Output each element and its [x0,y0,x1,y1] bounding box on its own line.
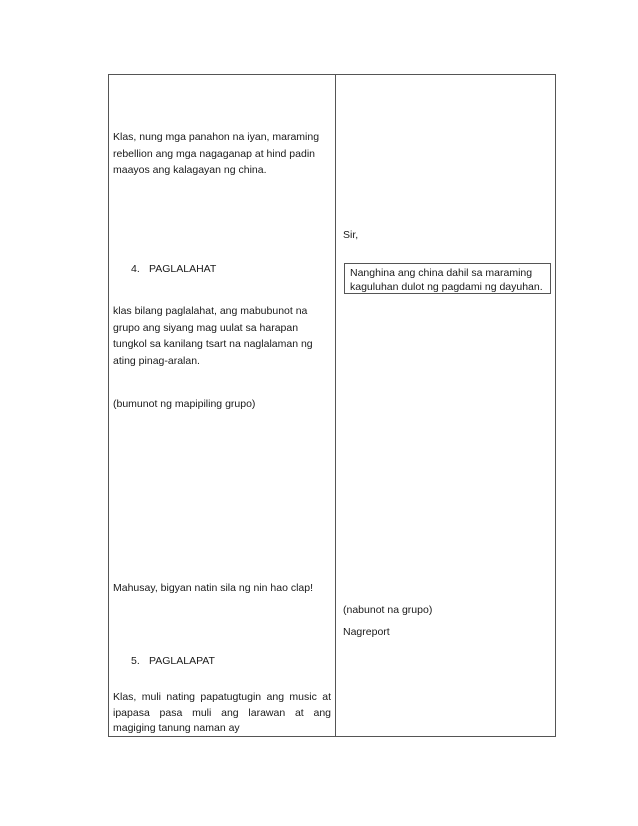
paragraph-mahusay: Mahusay, bigyan natin sila ng nin hao clap! [113,582,314,594]
list-item-paglalahat [131,261,216,277]
response-nabunot: (nabunot na grupo) [343,604,433,616]
heading-paglalahat: PAGLALAHAT [149,263,217,275]
note-bumunot: (bumunot ng mapipiling grupo) [113,398,256,410]
list-number-5: 5. [131,655,140,667]
heading-paglalapat: PAGLALAPAT [149,655,215,667]
lesson-plan-table [108,74,556,737]
paragraph-klas-rebellion: Klas, nung mga panahon na iyan, maraming rebellion ang mga nagaganap at hind padin maayos ang kalagayan ng china. [113,131,320,176]
response-nagreport: Nagreport [343,626,390,638]
column-divider [335,75,336,736]
student-answer-box: Nanghina ang china dahil sa maraming kaguluhan dulot ng pagdami ng dayuhan. [344,263,551,294]
response-sir: Sir, [343,229,359,241]
paragraph-paglalahat: klas bilang paglalahat, ang mabubunot na grupo ang siyang mag uulat sa harapan tungkol sa kanilang tsart na naglalaman ng ating pinag-aralan. [113,305,313,367]
list-number-4: 4. [131,263,140,275]
paragraph-paglalapat: Klas, muli nating papatugtugin ang music at ipapasa pasa muli ang larawan at ang magiging tanung naman ay [113,691,331,734]
list-item-paglalapat [131,653,215,669]
